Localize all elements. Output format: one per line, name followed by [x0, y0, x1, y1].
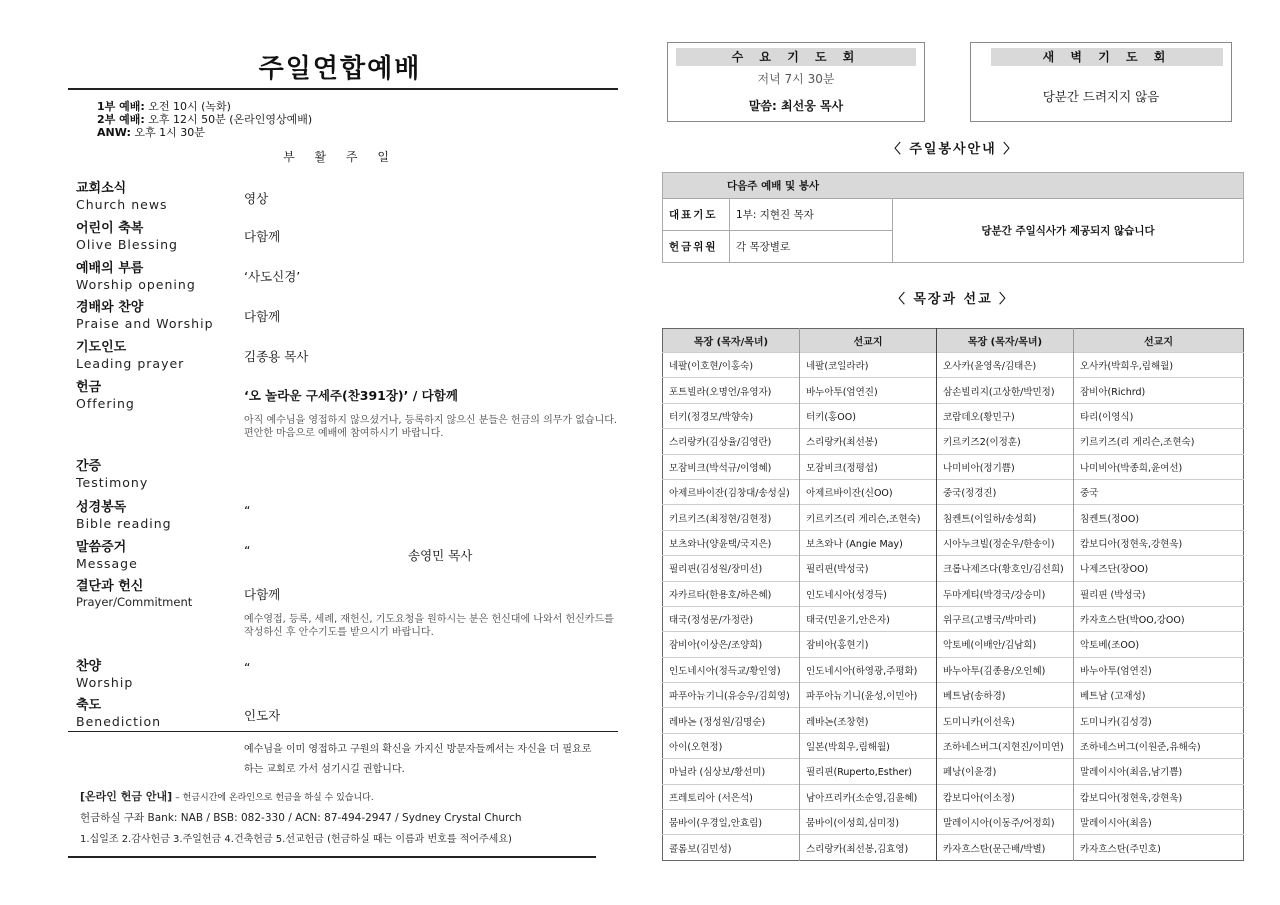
offering-note: 아직 예수님을 영접하지 않으셨거나, 등록하지 않으신 분들은 헌금의 의무가 없습니다. 편안한 마음으로 예배에 참여하시기 바랍니다.	[244, 415, 618, 439]
table-cell: 말레이시아(최음)	[1074, 810, 1244, 835]
table-row	[663, 378, 1244, 403]
dawn-prayer-box: 새 벽 기 도 회 당분간 드려지지 않음	[970, 42, 1232, 122]
table-cell: 베트남 (고재성)	[1074, 683, 1244, 708]
table-cell: 인도네시아(정득교/황인영)	[663, 657, 800, 682]
table-cell: 잠비아(이상은/조양희)	[663, 632, 800, 657]
table-row	[663, 530, 1244, 555]
table-cell: 베트남(송하경)	[937, 683, 1074, 708]
table-cell: 키르키즈(리 게리슨,조현숙)	[1074, 429, 1244, 454]
table-cell: 시아누크빌(정순우/한송이)	[937, 530, 1074, 555]
program-item-worship-opening: 예배의 부름 Worship opening	[76, 261, 196, 292]
table-cell: 오사카(윤영옥/김태은)	[937, 353, 1074, 378]
table-cell: 바누아투(엄연진)	[800, 378, 937, 403]
table-cell: 오사카(박희우,림해월)	[1074, 353, 1244, 378]
bank-info: 헌금하실 구좌 Bank: NAB / BSB: 082-330 / ACN: 87-494-2947 / Sydney Crystal Church	[80, 812, 522, 824]
program-value: 영상	[244, 191, 269, 206]
table-cell: 보츠와나(양윤택/국지은)	[663, 530, 800, 555]
table-cell: 나미비아(박종희,윤여선)	[1074, 454, 1244, 479]
table-cell: 악토베(조OO)	[1074, 632, 1244, 657]
table-cell: 네팔(이호현/이홍숙)	[663, 353, 800, 378]
table-cell: 카자흐스탄(박OO,강OO)	[1074, 606, 1244, 631]
table-cell: 나제즈단(장OO)	[1074, 556, 1244, 581]
table-cell: 모잠비크(정평섭)	[800, 454, 937, 479]
program-item-church-news: 교회소식 Church news	[76, 181, 168, 212]
table-cell: 터키(홍OO)	[800, 403, 937, 428]
wednesday-prayer-box: 수 요 기 도 회 저녁 7시 30분 말씀: 최선웅 목사	[667, 42, 925, 122]
table-cell: 레바논(조창현)	[800, 708, 937, 733]
program-value: “	[244, 503, 251, 518]
table-cell: 자카르타(한용호/하은혜)	[663, 581, 800, 606]
table-cell: 침켄트(정OO)	[1074, 505, 1244, 530]
table-cell: 스리랑카(김상율/김영란)	[663, 429, 800, 454]
table-row	[663, 479, 1244, 504]
table-cell: 보츠와나 (Angie May)	[800, 530, 937, 555]
table-cell: 캄보디아(이소정)	[937, 784, 1074, 809]
table-cell: 도미니카(김성경)	[1074, 708, 1244, 733]
table-cell: 태국(민윤기,안은자)	[800, 606, 937, 631]
table-cell: 악토베(이배안/김남희)	[937, 632, 1074, 657]
table-cell: 프레토리아 (서은석)	[663, 784, 800, 809]
table-cell: 말레이시아(이동주/어정희)	[937, 810, 1074, 835]
table-cell: 캄보디아(정현욱,강현욱)	[1074, 784, 1244, 809]
table-cell: 네팔(코일라라)	[800, 353, 937, 378]
table-cell: 스리랑카(최선봉,김효영)	[800, 835, 937, 860]
table-cell: 카자흐스탄(주민호)	[1074, 835, 1244, 860]
table-cell: 남아프리카(소순영,김윤혜)	[800, 784, 937, 809]
program-item-benediction: 축도 Benediction	[76, 698, 162, 729]
table-cell: 카자흐스탄(문근배/박별)	[937, 835, 1074, 860]
program-value: 다함께	[244, 229, 281, 244]
table-cell: 인도네시아(하영광,주평화)	[800, 657, 937, 682]
message-speaker: 송영민 목사	[408, 548, 473, 563]
table-row	[663, 403, 1244, 428]
table-cell: 삼손빌리지(고상한/박민정)	[937, 378, 1074, 403]
table-cell: 말레이시아(최음,남기쁨)	[1074, 759, 1244, 784]
service-section-title: 〈 주일봉사안내 〉	[887, 142, 1019, 157]
program-item-prayer: 기도인도 Leading prayer	[76, 340, 185, 371]
table-row	[663, 733, 1244, 758]
table-cell: 페낭(이윤경)	[937, 759, 1074, 784]
table-cell: 아제르바이잔(김창대/송성실)	[663, 479, 800, 504]
table-row	[663, 835, 1244, 860]
table-cell: 모잠비크(박석규/이영혜)	[663, 454, 800, 479]
table-cell: 필리핀(박성국)	[800, 556, 937, 581]
table-row	[663, 657, 1244, 682]
table-cell: 캄보디아(정현욱,강현욱)	[1074, 530, 1244, 555]
mission-table: 목장 (목자/목녀) 선교지 목장 (목자/목녀) 선교지 네팔(이호현/이홍숙) 네팔(코일라라) 오사카(윤영옥/김태은) 오사카(박희우,림해월) 포트빌라(오명언/유영자) 바누아투(엄연진) 삼손빌리지(고상한/박민정) 잠비아(Richrd) 터키(정경모/박향숙) 터키(홍OO) 코람데오(황민구) 타리(이영식) 스리랑카(김상율/김영란) 스리랑카(최선봉) 키르키즈2(이정훈) 키르키즈(리 게리슨,조현숙) 모잠비크(박석규/이영혜) 모잠비크(정평섭) 나미비아(정기쁨) 나미비아(박종희,윤여선) 아제르바이잔(김창대/송성실) 아제르바이잔(신OO) 중국(정경진) 중국 키르키즈(최정현/김현정) 키르키즈(리 게리슨,조현숙) 침켄트(이일하/송성희) 침켄트(정OO) 보츠와나(양윤택/국지은) 보츠와나 (Angie May) 시아누크빌(정순우/한송이) 캄보디아(정현욱,강현욱) 필리핀(김성원/장미선) 필리핀(박성국) 크롭나제즈다(황호인/김선희) 나제즈단(장OO) 자카르타(한용호/하은혜) 인도네시아(성경득) 두마게티(박경국/강승미) 필리핀 (박성국) 태국(정성문/가정란) 태국(민윤기,안은자) 위구르(고병국/박마리) 카자흐스탄(박OO,강OO) 잠비아(이상은/조양희) 잠비아(홍현기) 악토베(이배안/김남희) 악토베(조OO) 인도네시아(정득교/황인영) 인도네시아(하영광,주평화) 바누아투(김종용/오인혜) 바누아투(엄연진) 파푸아뉴기니(유승우/김희영) 파푸아뉴기니(윤성,이민아) 베트남(송하경) 베트남 (고재성) 레바논 (정성원/김명순) 레바논(조창현) 도미니카(이선욱) 도미니카(김성경) 아이(오현정) 일본(박희우,림해월) 조하네스버그(지현진/이미연) 조하네스버그(이원준,유해숙) 마닐라 (심상보/황선미) 필리핀(Ruperto,Esther) 페낭(이윤경) 말레이시아(최음,남기쁨) 프레토리아 (서은석) 남아프리카(소순영,김윤혜) 캄보디아(이소정) 캄보디아(정현욱,강현욱) 뭄바이(우경일,안효림) 뭄바이(이성희,심미정) 말레이시아(이동주/어정희) 말레이시아(최음) 콜롬보(김민성) 스리랑카(최선봉,김효영) 카자흐스탄(문근배/박별) 카자흐스탄(주민호)	[662, 328, 1244, 861]
table-cell: 일본(박희우,림해월)	[800, 733, 937, 758]
divider	[68, 856, 596, 858]
table-cell: 키르키즈(최정현/김현정)	[663, 505, 800, 530]
service-times: 1부 예배: 오전 10시 (녹화) 2부 예배: 오후 12시 50분 (온라인영상예배) ANW: 오후 1시 30분	[97, 100, 313, 139]
table-cell: 조하네스버그(지현진/이미연)	[937, 733, 1074, 758]
table-cell: 포트빌라(오명언/유영자)	[663, 378, 800, 403]
table-row	[663, 784, 1244, 809]
table-cell: 침켄트(이일하/송성희)	[937, 505, 1074, 530]
mission-section-title: 〈 목장과 선교 〉	[891, 292, 1015, 307]
service-table: 다음주 예배 및 봉사 대표기도 1부: 지현진 목자 당분간 주일식사가 제공되지 않습니다 헌금위원 각 목장별로	[662, 172, 1244, 263]
table-cell: 두마게티(박경국/강승미)	[937, 581, 1074, 606]
table-cell: 코람데오(황민구)	[937, 403, 1074, 428]
program-item-testimony: 간증 Testimony	[76, 459, 149, 490]
program-value: ‘사도신경’	[244, 269, 301, 284]
table-cell: 크롭나제즈다(황호인/김선희)	[937, 556, 1074, 581]
table-cell: 파푸아뉴기니(유승우/김희영)	[663, 683, 800, 708]
table-row	[663, 708, 1244, 733]
online-offering-header: [온라인 헌금 안내] – 헌금시간에 온라인으로 헌금을 하실 수 있습니다.	[80, 790, 374, 803]
table-cell: 아이(오현정)	[663, 733, 800, 758]
table-row	[663, 810, 1244, 835]
divider	[68, 88, 618, 90]
table-cell: 나미비아(정기쁨)	[937, 454, 1074, 479]
program-value: 다함께	[244, 587, 281, 602]
program-value: 인도자	[244, 708, 281, 723]
table-cell: 인도네시아(성경득)	[800, 581, 937, 606]
table-row	[663, 505, 1244, 530]
table-cell: 필리핀(Ruperto,Esther)	[800, 759, 937, 784]
program-value: 다함께	[244, 309, 281, 324]
table-cell: 잠비아(Richrd)	[1074, 378, 1244, 403]
divider	[68, 731, 618, 732]
table-cell: 태국(정성문/가정란)	[663, 606, 800, 631]
offering-types: 1.십일조 2.감사헌금 3.주일헌금 4.건축헌금 5.선교헌금 (헌금하실 때는 이름과 번호를 적어주세요)	[80, 834, 512, 845]
page-title: 주일연합예배	[258, 54, 422, 84]
table-row	[663, 353, 1244, 378]
table-row	[663, 683, 1244, 708]
table-cell: 위구르(고병국/박마리)	[937, 606, 1074, 631]
table-cell: 타리(이영식)	[1074, 403, 1244, 428]
table-cell: 바누아투(김종용/오인혜)	[937, 657, 1074, 682]
table-cell: 아제르바이잔(신OO)	[800, 479, 937, 504]
table-cell: 잠비아(홍현기)	[800, 632, 937, 657]
program-value: “	[244, 543, 251, 558]
table-cell: 필리핀 (박성국)	[1074, 581, 1244, 606]
table-cell: 중국	[1074, 479, 1244, 504]
table-cell: 뭄바이(우경일,안효림)	[663, 810, 800, 835]
program-value: ‘오 놀라운 구세주(찬391장)’ / 다함께	[244, 388, 458, 403]
visitor-note-2: 하는 교회로 가서 섬기시길 권합니다.	[244, 764, 405, 775]
program-item-olive-blessing: 어린이 축복 Olive Blessing	[76, 221, 178, 252]
sunday-name: 부 활 주 일	[283, 150, 397, 164]
table-cell: 레바논 (정성원/김명순)	[663, 708, 800, 733]
table-row	[663, 429, 1244, 454]
table-cell: 중국(정경진)	[937, 479, 1074, 504]
program-item-worship: 찬양 Worship	[76, 659, 134, 690]
table-cell: 도미니카(이선욱)	[937, 708, 1074, 733]
table-cell: 뭄바이(이성희,심미정)	[800, 810, 937, 835]
program-item-offering: 헌금 Offering	[76, 380, 135, 411]
visitor-note-1: 예수님을 이미 영접하고 구원의 확신을 가지신 방문자들께서는 자신을 더 필요로	[244, 744, 592, 755]
program-value: 김종용 목사	[244, 349, 309, 364]
table-cell: 터키(정경모/박향숙)	[663, 403, 800, 428]
table-cell: 마닐라 (심상보/황선미)	[663, 759, 800, 784]
table-cell: 스리랑카(최선봉)	[800, 429, 937, 454]
table-cell: 키르키즈(리 게리슨,조현숙)	[800, 505, 937, 530]
program-value: “	[244, 660, 251, 675]
table-cell: 바누아투(엄연진)	[1074, 657, 1244, 682]
table-cell: 필리핀(김성원/장미선)	[663, 556, 800, 581]
table-cell: 조하네스버그(이원준,유해숙)	[1074, 733, 1244, 758]
table-cell: 파푸아뉴기니(윤성,이민아)	[800, 683, 937, 708]
table-cell: 키르키즈2(이정훈)	[937, 429, 1074, 454]
commitment-note: 예수영접, 등록, 세례, 재헌신, 기도요청을 원하시는 분은 헌신대에 나와서 헌신카드를 작성하신 후 안수기도를 받으시기 바랍니다.	[244, 614, 614, 638]
table-cell: 콜롬보(김민성)	[663, 835, 800, 860]
program-item-praise: 경배와 찬양 Praise and Worship	[76, 300, 214, 331]
table-row	[663, 454, 1244, 479]
table-row	[663, 759, 1244, 784]
program-item-message: 말씀증거 Message	[76, 540, 138, 571]
program-item-bible-reading: 성경봉독 Bible reading	[76, 500, 172, 531]
table-row	[663, 556, 1244, 581]
program-item-commitment: 결단과 헌신 Prayer/Commitment	[76, 579, 193, 609]
table-row	[663, 632, 1244, 657]
table-row	[663, 581, 1244, 606]
table-row	[663, 606, 1244, 631]
